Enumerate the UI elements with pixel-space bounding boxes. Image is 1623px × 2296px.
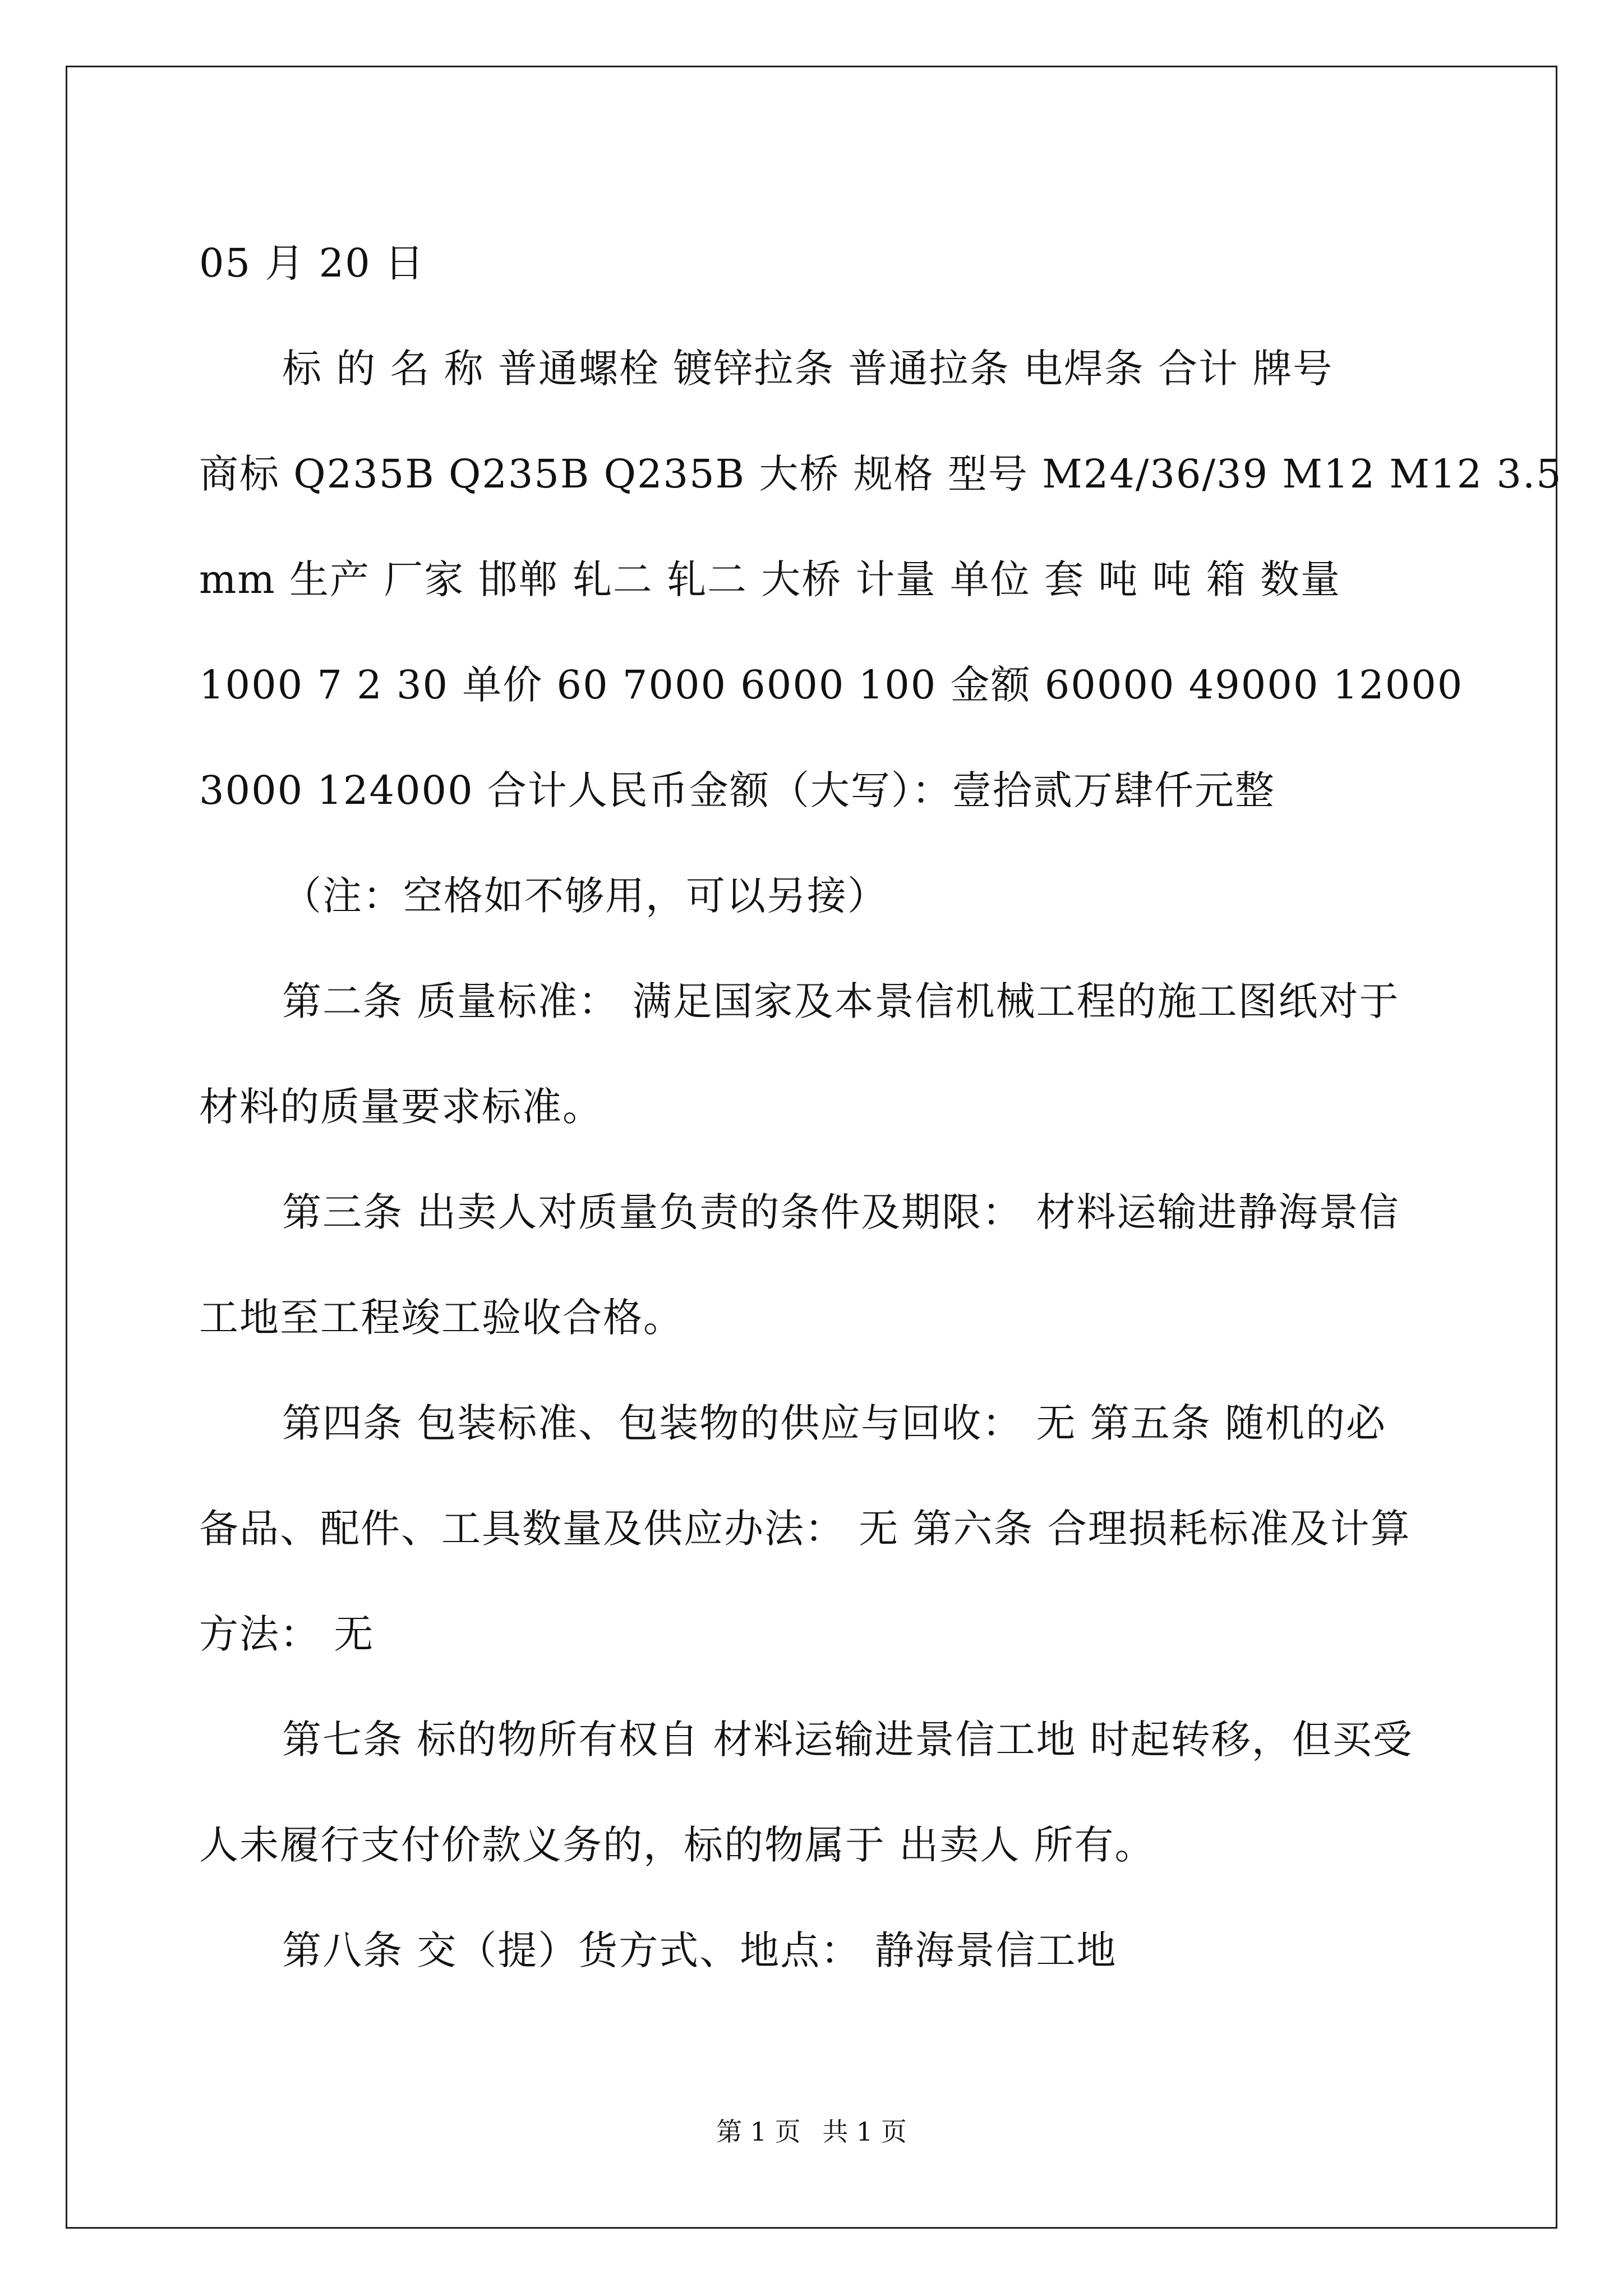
table-text-line-2: 商标 Q235B Q235B Q235B 大桥 规格 型号 M24/36/39 M12 M12 3.5 — [199, 451, 1562, 497]
page-footer — [0, 2115, 1623, 2148]
article-4-line-3: 方法： 无 — [199, 1611, 375, 1657]
table-text-line-5: 3000 124000 合计人民币金额（大写）：壹拾贰万肆仟元整 — [199, 767, 1275, 813]
table-text-line-1: 标 的 名 称 普通螺栓 镀锌拉条 普通拉条 电焊条 合计 牌号 — [282, 346, 1334, 392]
article-2-line-1: 第二条 质量标准： 满足国家及本景信机械工程的施工图纸对于 — [282, 978, 1400, 1024]
article-7-line-2: 人未履行支付价款义务的，标的物属于 出卖人 所有。 — [199, 1822, 1155, 1868]
article-3-line-1: 第三条 出卖人对质量负责的条件及期限： 材料运输进静海景信 — [282, 1189, 1400, 1235]
article-2-line-2: 材料的质量要求标准。 — [199, 1084, 603, 1130]
table-text-line-3: mm 生产 厂家 邯郸 轧二 轧二 大桥 计量 单位 套 吨 吨 箱 数量 — [199, 556, 1341, 602]
document-body — [199, 210, 1562, 2003]
note-line: （注：空格如不够用，可以另接） — [282, 873, 888, 919]
article-8-line-1: 第八条 交（提）货方式、地点： 静海景信工地 — [282, 1927, 1117, 1973]
date-line: 05 月 20 日 — [199, 240, 425, 286]
table-text-line-4: 1000 7 2 30 单价 60 7000 6000 100 金额 60000 49000 12000 — [199, 662, 1464, 708]
article-7-line-1: 第七条 标的物所有权自 材料运输进景信工地 时起转移，但买受 — [282, 1717, 1413, 1763]
page-total: 共 1 页 — [822, 2116, 907, 2147]
article-4-line-1: 第四条 包装标准、包装物的供应与回收： 无 第五条 随机的必 — [282, 1400, 1387, 1446]
page-number: 第 1 页 — [716, 2116, 801, 2147]
article-3-line-2: 工地至工程竣工验收合格。 — [199, 1295, 684, 1341]
article-4-line-2: 备品、配件、工具数量及供应办法： 无 第六条 合理损耗标准及计算 — [199, 1506, 1411, 1552]
